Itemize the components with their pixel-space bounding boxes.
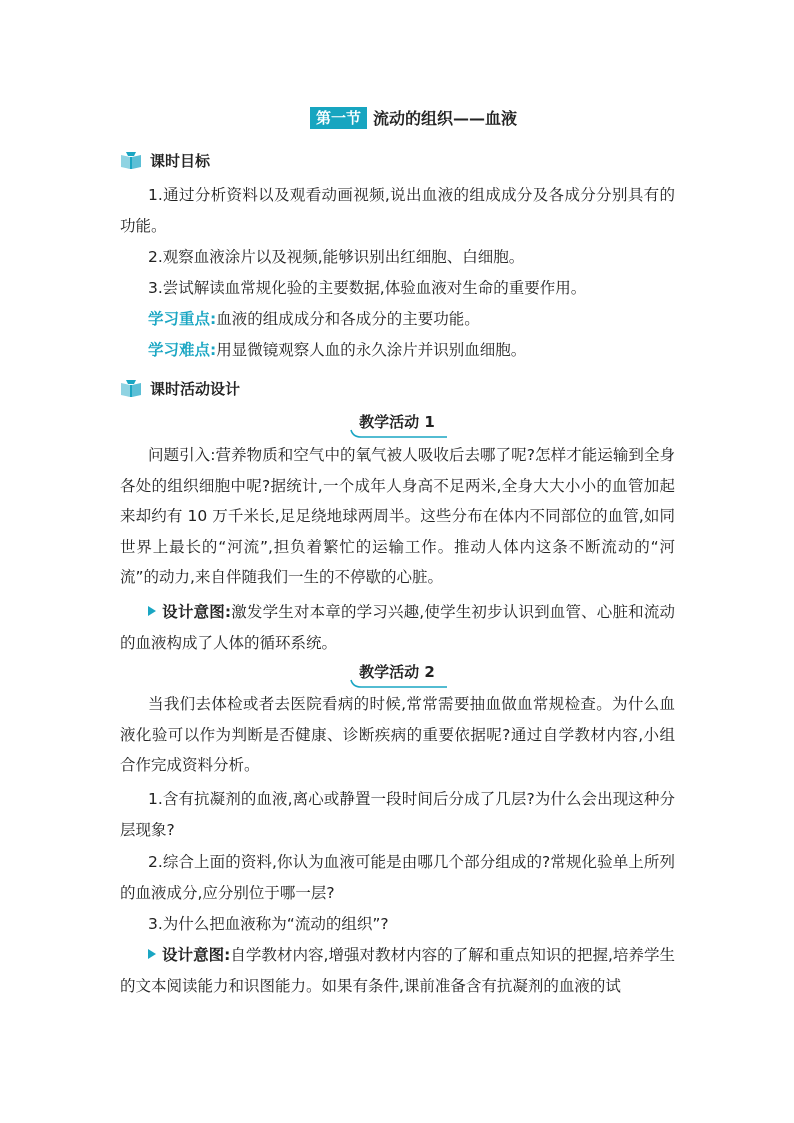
activity-2-question-2: 2.综合上面的资料,你认为血液可能是由哪几个部分组成的?常规化验单上所列的血液成分,应分别位于哪一层?	[120, 853, 675, 902]
book-icon	[120, 152, 142, 170]
design-heading	[120, 378, 240, 399]
intent-label: 设计意图:	[162, 946, 231, 964]
difficulty-text: 用显微镜观察人血的永久涂片并识别血细胞。	[216, 341, 527, 359]
focus-label: 学习重点:	[148, 310, 217, 328]
focus-text: 血液的组成成分和各成分的主要功能。	[216, 310, 480, 328]
triangle-bullet-icon	[148, 606, 156, 616]
goals-heading	[120, 150, 210, 171]
section-badge: 第一节	[310, 107, 367, 129]
activity-2-question-3: 3.为什么把血液称为“流动的组织”?	[148, 915, 389, 933]
learning-difficulty	[120, 335, 675, 366]
activity-2-intro: 当我们去体检或者去医院看病的时候,常常需要抽血做血常规检查。为什么血液化验可以作为判断是否健康、诊断疾病的重要依据呢?通过自学教材内容,小组合作完成资料分析。	[120, 695, 675, 774]
activity-2-title	[0, 661, 794, 682]
goal-item-1: 1.通过分析资料以及观看动画视频,说出血液的组成成分及各成分分别具有的功能。	[120, 186, 675, 235]
book-icon	[120, 380, 142, 398]
intent-text: 激发学生对本章的学习兴趣,使学生初步认识到血管、心脏和流动的血液构成了人体的循环系统。	[120, 603, 675, 652]
activity-2-question-1: 1.含有抗凝剂的血液,离心或静置一段时间后分成了几层?为什么会出现这种分层现象?	[120, 790, 675, 839]
intent-text: 自学教材内容,增强对教材内容的了解和重点知识的把握,培养学生的文本阅读能力和识图能力。如果有条件,课前准备含有抗凝剂的血液的试	[120, 946, 676, 995]
activity-2-title-text: 教学活动 2	[359, 663, 435, 681]
activity-1-title	[0, 411, 794, 432]
learning-focus	[120, 304, 675, 335]
triangle-bullet-icon	[148, 949, 156, 959]
design-heading-text: 课时活动设计	[150, 380, 241, 398]
activity-2-intent	[120, 940, 675, 1001]
title-underline	[349, 679, 449, 689]
activity-1-intro: 问题引入:营养物质和空气中的氧气被人吸收后去哪了呢?怎样才能运输到全身各处的组织细胞中呢?据统计,一个成年人身高不足两米,全身大大小小的血管加起来却约有 10 万千米长,足足绕地球两周半。这些分布在体内不同部位的血管,如同世界上最长的“河流”,担负着繁忙的运输工作。推动人体内这条不断流动的“河流”的动力,来自伴随我们一生的不停歇的心脏。	[120, 446, 675, 586]
goal-item-2: 2.观察血液涂片以及视频,能够识别出红细胞、白细胞。	[148, 248, 525, 266]
section-title-text: 流动的组织——血液	[373, 109, 518, 128]
goals-heading-text: 课时目标	[150, 152, 211, 170]
title-underline	[349, 429, 449, 439]
intent-label: 设计意图:	[162, 603, 232, 621]
goal-item-3: 3.尝试解读血常规化验的主要数据,体验血液对生命的重要作用。	[148, 279, 587, 297]
activity-1-title-text: 教学活动 1	[359, 413, 435, 431]
difficulty-label: 学习难点:	[148, 341, 217, 359]
activity-1-intent	[120, 597, 675, 658]
section-title	[310, 106, 517, 129]
